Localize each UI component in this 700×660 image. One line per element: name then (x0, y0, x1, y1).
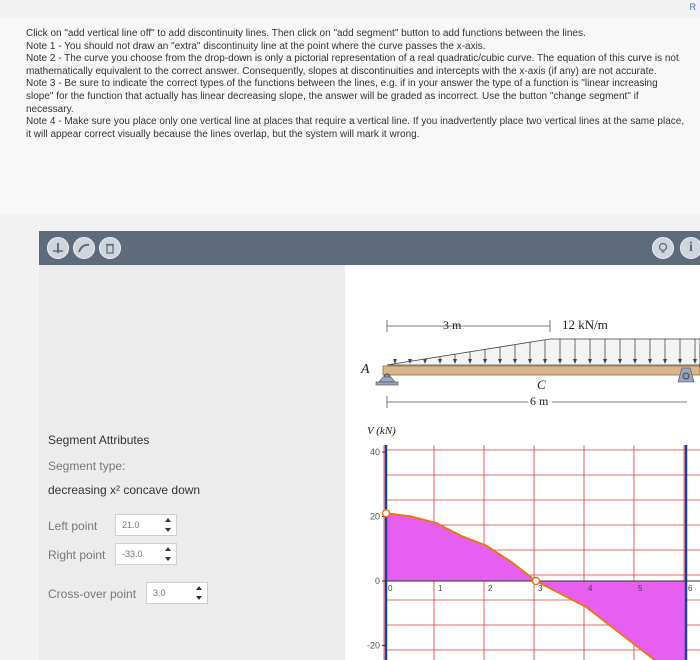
dimension-label-3m: 3 m (443, 318, 462, 332)
chevron-down-icon[interactable] (165, 557, 171, 561)
x-tick-label: 4 (588, 584, 593, 593)
info-icon: i (689, 240, 693, 255)
crossover-point-stepper[interactable] (146, 582, 208, 604)
y-tick-label: -20 (366, 640, 380, 651)
left-point-stepper[interactable] (115, 514, 177, 536)
segment-type-label: Segment type: (48, 459, 126, 473)
hint-button[interactable] (652, 237, 674, 259)
y-tick-label: 20 (369, 511, 380, 522)
vertical-line-icon (52, 242, 64, 254)
x-tick-label: 1 (438, 584, 443, 593)
x-tick-label: 5 (638, 584, 643, 593)
crossover-point-marker[interactable] (533, 578, 540, 585)
info-button[interactable] (680, 237, 700, 259)
note-2: Note 2 - The curve you choose from the drop-down is only a pictorial representation of a real quadratic/cubic curve. The equation of this curve is not mathematically equivalent to the correct answer. Consequently, slopes at discontinuities and intercepts with the x-axis (if any) are not accurate. (26, 53, 679, 77)
x-tick-label: 0 (388, 584, 393, 593)
chevron-up-icon[interactable] (196, 586, 202, 590)
chevron-down-icon[interactable] (165, 528, 171, 532)
distributed-load (387, 339, 700, 365)
note-1: Note 1 - You should not draw an "extra" discontinuity line at the point where the curve passes the x-axis. (26, 40, 486, 52)
beam (383, 366, 700, 375)
x-tick-label: 2 (488, 584, 493, 593)
chevron-up-icon[interactable] (165, 547, 171, 551)
segment-attributes-panel (39, 265, 346, 660)
y-axis-label: V (kN) (367, 425, 396, 437)
right-point-value: -33.0 (122, 549, 143, 559)
corner-mark: R (689, 2, 696, 12)
right-point-label: Right point (48, 548, 106, 562)
delete-button[interactable] (99, 237, 121, 259)
y-tick-label: 0 (374, 576, 380, 586)
toolbar (39, 231, 700, 265)
left-point-value: 21.0 (122, 520, 140, 530)
chevron-up-icon[interactable] (165, 518, 171, 522)
chevron-down-icon[interactable] (196, 596, 202, 600)
beam-diagram (345, 265, 700, 425)
left-point-marker[interactable] (383, 510, 390, 517)
left-point-label: Left point (48, 519, 98, 533)
segment-type-value[interactable]: decreasing x² concave down (48, 483, 201, 497)
pin-support-a (376, 374, 398, 385)
instructions (0, 18, 700, 214)
y-tick-label: 40 (369, 447, 380, 457)
segment-icon (78, 242, 90, 254)
segment-attributes-heading: Segment Attributes (48, 433, 150, 447)
add-vertical-line-button[interactable] (47, 237, 69, 259)
right-point-stepper[interactable] (115, 543, 177, 565)
crossover-point-value: 3.0 (153, 588, 166, 598)
x-tick-label: 3 (538, 584, 543, 593)
diagram-area (345, 265, 700, 660)
shear-diagram (345, 425, 700, 660)
point-c-label: C (537, 377, 546, 392)
instruction-main: Click on "add vertical line off" to add discontinuity lines. Then click on "add segment" button to add functions between the lines. (26, 28, 586, 39)
note-3: Note 3 - Be sure to indicate the correct types of the functions between the lines, e.g. if in your answer the type of a function is "linear increasing slope" for the function that actually has linear decreasing slope, the answer will be graded as incorrect. Use the button "change segment" if necessary. (26, 78, 658, 115)
crossover-point-label: Cross-over point (48, 587, 137, 601)
load-label: 12 kN/m (562, 317, 608, 332)
add-segment-button[interactable] (73, 237, 95, 259)
support-a-label: A (361, 362, 370, 377)
dimension-label-6m: 6 m (530, 394, 549, 408)
trash-icon (104, 242, 116, 254)
note-4: Note 4 - Make sure you place only one vertical line at places that require a vertical line. If you inadvertently place two vertical lines at the same place, it will appear correct visually because the lines overlap, but the system will mark it wrong. (26, 116, 685, 140)
x-tick-label: 6 (688, 584, 693, 593)
lightbulb-icon (657, 242, 669, 254)
